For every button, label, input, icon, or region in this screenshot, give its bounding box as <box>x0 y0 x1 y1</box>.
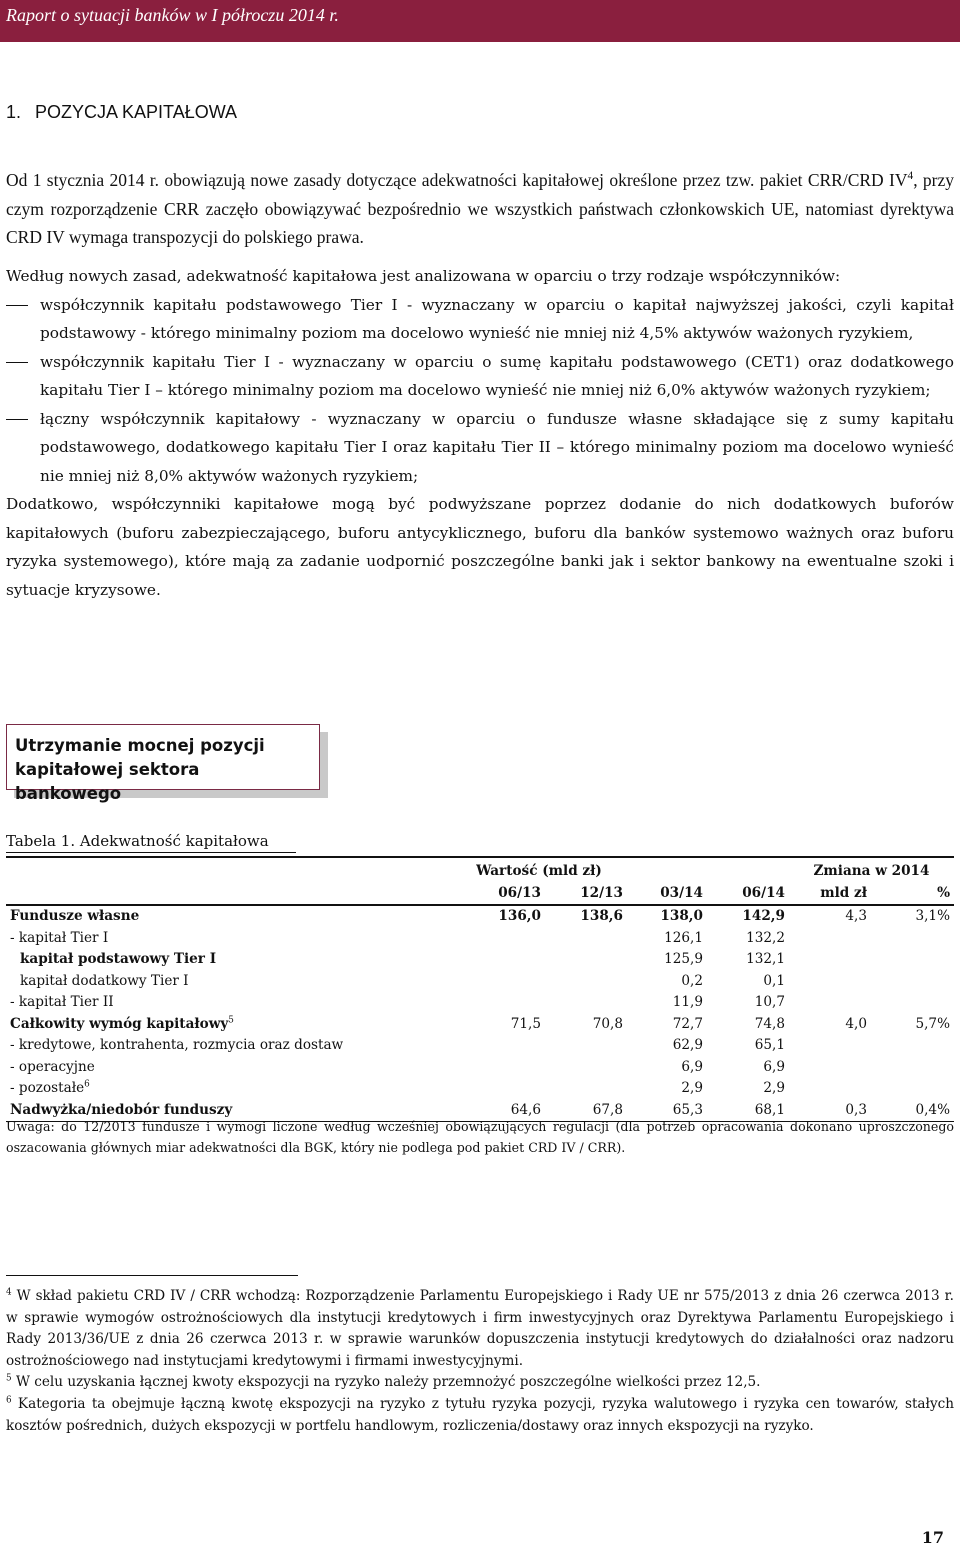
table-cell <box>871 1035 954 1057</box>
page-number: 17 <box>921 1528 944 1547</box>
table-row <box>6 1078 954 1100</box>
table-cell: 67,8 <box>545 1099 627 1121</box>
table-cell: 71,5 <box>510 1015 541 1032</box>
col-header-06-14: 06/14 <box>707 882 789 905</box>
table-cell: 136,0 <box>498 908 541 925</box>
table-cell <box>451 1035 545 1057</box>
report-title: Raport o sytuacji banków w I półroczu 2014 r. <box>6 5 339 25</box>
page-header <box>0 0 960 42</box>
footnote-number: 5 <box>6 1373 12 1384</box>
table-cell <box>789 992 871 1014</box>
table-cell: 3,1% <box>915 908 950 925</box>
table-row <box>6 1056 954 1078</box>
row-label: - kredytowe, kontrahenta, rozmycia oraz dostaw <box>10 1037 344 1054</box>
table-cell <box>789 1078 871 1100</box>
table-cell <box>789 970 871 992</box>
table-cell <box>789 949 871 971</box>
table-cell <box>871 927 954 949</box>
table-cell <box>871 1056 954 1078</box>
row-label <box>6 1078 451 1100</box>
table-cell <box>545 927 627 949</box>
footnote-6 <box>6 1394 954 1437</box>
group-value-header: Wartość (mld zł) <box>451 857 627 882</box>
table-cell <box>871 1078 954 1100</box>
table-cell: 68,1 <box>707 1099 789 1121</box>
row-label: - kapitał Tier II <box>10 994 114 1011</box>
buffers-paragraph: Dodatkowo, współczynniki kapitałowe mogą być podwyższane poprzez dodanie do nich dodatkowych buforów kapitałowych (buforu zabezpieczającego, buforu antycyklicznego, buforu dla banków systemowo ważnych oraz buforu ryzyka systemowego), które mają za zadanie uodpornić poszczególne banki jak i sektor bankowy na ewentualne szoki i sytuacje kryzysowe. <box>6 495 954 599</box>
callout-box <box>6 724 320 803</box>
footnote-number: 6 <box>6 1395 12 1406</box>
table-cell <box>451 1056 545 1078</box>
table-row <box>6 1013 954 1035</box>
footnote-ref-5[interactable]: 5 <box>228 1015 234 1026</box>
table-cell: 125,9 <box>664 951 703 968</box>
table-cell <box>545 1056 627 1078</box>
row-label: - operacyjne <box>10 1058 95 1075</box>
ratio-list <box>6 291 954 491</box>
table-cell: 132,2 <box>746 929 785 946</box>
col-header-06-13: 06/13 <box>451 882 545 905</box>
table-row <box>6 992 954 1014</box>
table-cell <box>871 949 954 971</box>
section-number: 1. <box>6 102 22 122</box>
table-row <box>6 905 954 928</box>
group-change-header: Zmiana w 2014 <box>789 857 954 882</box>
footnotes <box>6 1286 954 1437</box>
table-cell <box>789 1035 871 1057</box>
table-cell: 0,1 <box>763 972 785 989</box>
row-label <box>6 1013 451 1035</box>
footnote-ref-4[interactable]: 4 <box>907 170 914 183</box>
col-header-pct: % <box>871 882 954 905</box>
table-cell: 65,1 <box>754 1037 785 1054</box>
table-cell: 126,1 <box>664 929 703 946</box>
table-cell <box>451 927 545 949</box>
table-cell <box>545 992 627 1014</box>
row-label: Fundusze własne <box>10 908 140 925</box>
rules-lead: Według nowych zasad, adekwatność kapitałowa jest analizowana w oparciu o trzy rodzaje współczynników: <box>6 267 841 285</box>
table-cell <box>871 992 954 1014</box>
row-label: kapitał dodatkowy Tier I <box>20 972 189 989</box>
footnote-text: Kategoria ta obejmuje łączną kwotę ekspozycji na ryzyko z tytułu ryzyka pozycji, ryzyka walutowego i ryzyka cen towarów, stałych kosztów pośrednich, dużych ekspozycji w portfelu handlowym, rozliczenia/dostawy oraz innych ekspozycji na ryzyko. <box>6 1395 954 1434</box>
table-cell: 6,9 <box>763 1058 785 1075</box>
table-cell: 138,6 <box>580 908 623 925</box>
row-label: Nadwyżka/niedobór funduszy <box>6 1099 451 1121</box>
footnote-4 <box>6 1286 954 1372</box>
table-cell: 4,3 <box>845 908 867 925</box>
table-row <box>6 1035 954 1057</box>
table-cell: 0,3 <box>789 1099 871 1121</box>
footnote-text: W celu uzyskania łącznej kwoty ekspozycji na ryzyko należy przemnożyć poszczególne wielkości przez 12,5. <box>11 1374 761 1391</box>
table-cell <box>545 949 627 971</box>
callout-line-2: kapitałowej sektora bankowego <box>15 760 200 803</box>
ratio-item-tier1: współczynnik kapitału Tier I - wyznaczany w oparciu o sumę kapitału podstawowego (CET1) oraz dodatkowego kapitału Tier I – którego minimalny poziom ma docelowo wynieść nie mniej niż 6,0% aktywów ważonych ryzykiem; <box>6 348 954 405</box>
row-label: kapitał podstawowy Tier I <box>20 951 217 968</box>
section-heading <box>6 102 237 123</box>
col-header-12-13: 12/13 <box>545 882 627 905</box>
table-cell: 0,2 <box>681 972 703 989</box>
ratio-item-total: łączny współczynnik kapitałowy - wyznaczany w oparciu o fundusze własne składające się z sumy kapitału podstawowego, dodatkowego kapitału Tier I oraz kapitału Tier II – którego minimalny poziom ma docelowo wynieść nie mniej niż 8,0% aktywów ważonych ryzykiem; <box>6 405 954 491</box>
table-cell <box>451 992 545 1014</box>
table-cell <box>451 949 545 971</box>
table-cell: 74,8 <box>754 1015 785 1032</box>
table-cell: 72,7 <box>672 1015 703 1032</box>
rules-section <box>6 262 954 604</box>
table-cell: 6,9 <box>681 1058 703 1075</box>
table-row <box>6 927 954 949</box>
intro-text-1: Od 1 stycznia 2014 r. obowiązują nowe zasady dotyczące adekwatności kapitałowej określone przez tzw. pakiet CRR/CRD IV <box>6 170 908 190</box>
footnote-5 <box>6 1372 954 1394</box>
col-header-mld-zl: mld zł <box>789 882 871 905</box>
table-group-header-row <box>6 857 954 882</box>
table-cell: 2,9 <box>763 1080 785 1097</box>
callout-line-1: Utrzymanie mocnej pozycji <box>15 736 265 755</box>
table-cell: 132,1 <box>746 951 785 968</box>
table-row <box>6 949 954 971</box>
footnote-number: 4 <box>6 1287 12 1298</box>
table-title: Tabela 1. Adekwatność kapitałowa <box>6 832 296 853</box>
table-cell <box>545 1035 627 1057</box>
table-cell: 64,6 <box>451 1099 545 1121</box>
table-column-header-row <box>6 882 954 905</box>
ratio-item-cet1: współczynnik kapitału podstawowego Tier I - wyznaczany w oparciu o kapitał najwyższej jakości, czyli kapitał podstawowy - którego minimalny poziom ma docelowo wynieść nie mniej niż 4,5% aktywów ważonych ryzykiem, <box>6 291 954 348</box>
intro-text-2: , przy czym rozporządzenie CRR zaczęło obowiązywać bezpośrednio we wszystkich państwach członkowskich UE, natomiast dyrektywa CRD IV wymaga transpozycji do polskiego prawa. <box>6 170 954 247</box>
table-cell: 62,9 <box>672 1037 703 1054</box>
table-cell: 5,7% <box>915 1015 950 1032</box>
table-cell <box>871 970 954 992</box>
intro-paragraph <box>6 166 954 252</box>
table-cell: 138,0 <box>660 908 703 925</box>
table-cell: 70,8 <box>592 1015 623 1032</box>
table-cell <box>545 1078 627 1100</box>
table-cell: 10,7 <box>754 994 785 1011</box>
table-cell: 4,0 <box>845 1015 867 1032</box>
col-header-03-14: 03/14 <box>627 882 707 905</box>
table-cell <box>545 970 627 992</box>
section-title: POZYCJA KAPITAŁOWA <box>35 102 238 122</box>
footnote-ref-6[interactable]: 6 <box>84 1079 90 1090</box>
table-note: Uwaga: do 12/2013 fundusze i wymogi liczone według wcześniej obowiązujących regulacji (dla potrzeb opracowania dokonano uproszczonego oszacowania głównych miar adekwatności dla BGK, który nie podlega pod pakiet CRD IV / CRR). <box>6 1119 954 1155</box>
table-cell <box>789 1056 871 1078</box>
row-label-text: - pozostałe <box>10 1080 85 1097</box>
table-cell: 0,4% <box>871 1099 954 1121</box>
table-cell: 2,9 <box>681 1080 703 1097</box>
table-cell: 142,9 <box>742 908 785 925</box>
capital-adequacy-table <box>6 856 954 1122</box>
table-cell: 65,3 <box>627 1099 707 1121</box>
table-cell <box>451 1078 545 1100</box>
row-label-text: Całkowity wymóg kapitałowy <box>10 1015 229 1032</box>
table-cell: 11,9 <box>672 994 703 1011</box>
footnote-divider <box>6 1275 298 1276</box>
row-label: - kapitał Tier I <box>10 929 109 946</box>
footnote-text: W skład pakietu CRD IV / CRR wchodzą: Rozporządzenie Parlamentu Europejskiego i Rady UE nr 575/2013 z dnia 26 czerwca 2013 r. w sprawie wymogów ostrożnościowych dla instytucji kredytowych i firm inwestycyjnych oraz Dyrektywa Parlamentu Europejskiego i Rady 2013/36/UE z dnia 26 czerwca 2013 r. w sprawie warunków dopuszczenia instytucji kredytowych do działalności oraz nadzoru ostrożnościowego nad instytucjami kredytowymi i firmami inwestycyjnymi. <box>6 1288 954 1369</box>
table-cell <box>451 970 545 992</box>
table-row <box>6 970 954 992</box>
table-cell <box>789 927 871 949</box>
